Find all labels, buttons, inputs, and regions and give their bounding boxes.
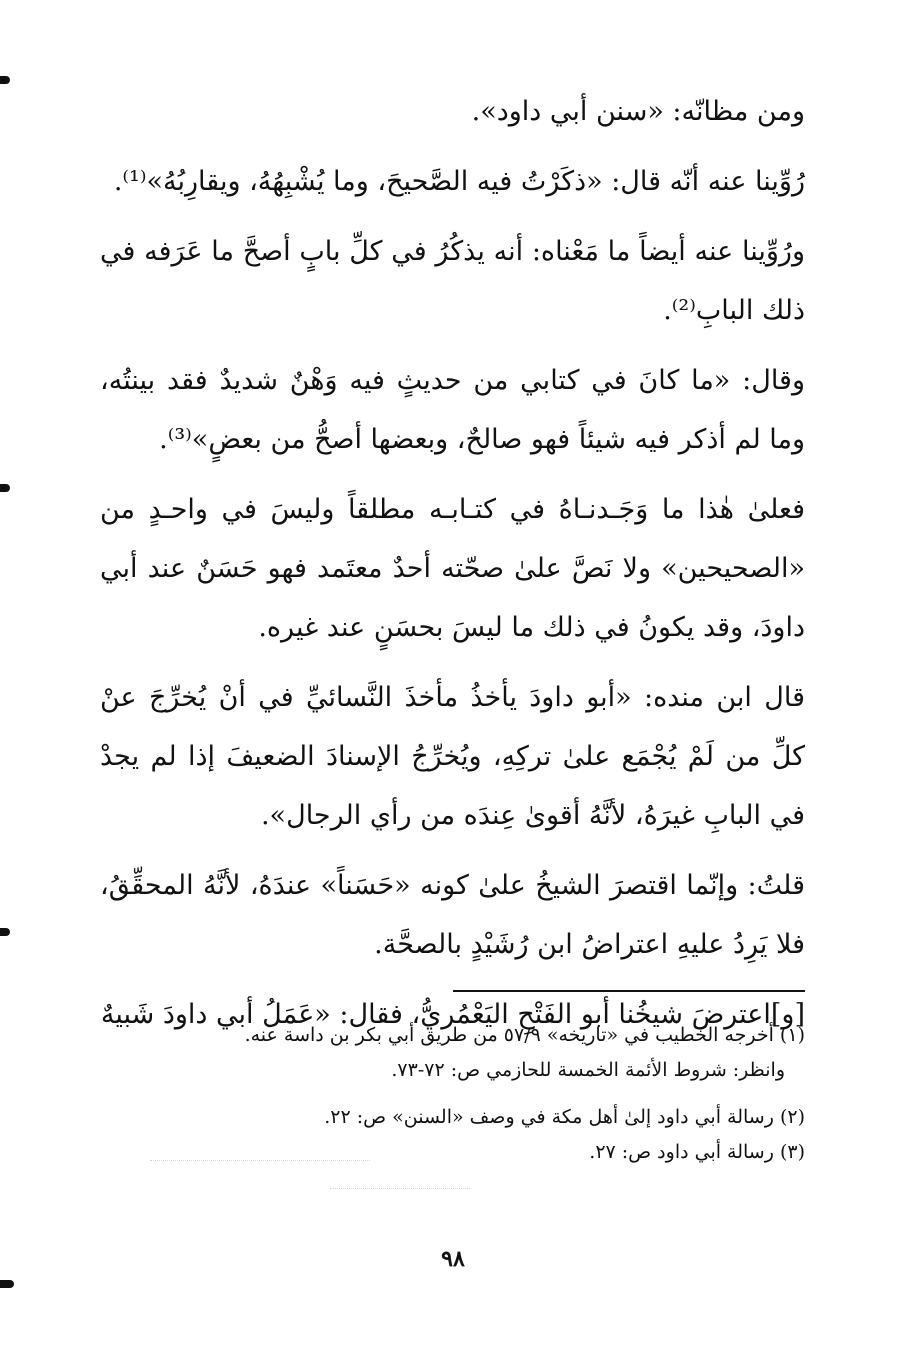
paragraph-quote-sahih: رُوِّينا عنه أنّه قال: «ذكَرْتُ فيه الصَّحيحَ، وما يُشْبِهُهُ، ويقارِبُهُ»⁽¹⁾.	[113, 166, 805, 197]
paragraph-sources: ومن مظانّه: «سنن أبي داود».	[471, 96, 805, 127]
page-number: ٩٨	[441, 1246, 465, 1272]
paragraph-each-chapter: ورُوِّينا عنه أيضاً ما مَعْناه: أنه يذكُرُ في كلِّ بابٍ أصحَّ ما عَرَفه في ذلك البابِ⁽²⁾.	[100, 236, 805, 326]
paragraph-ibn-mandah: قال ابن منده: «أبو داودَ يأخذُ مأخذَ النَّسائيِّ في أنْ يُخرِّجَ عنْ كلِّ من لَمْ يُجْمَع علىٰ تركِهِ، ويُخرِّجُ الإسنادَ الضعيفَ إذا لم يجدْ في البابِ غيرَهُ، لأنَّهُ أقوىٰ عِندَه من رأي الرجال».	[100, 682, 805, 831]
scan-edge-mark	[0, 1280, 14, 1288]
footnote-1-continuation: وانظر: شروط الأئمة الخمسة للحازمي ص: ٧٢-٧٣.	[391, 1059, 785, 1081]
footnote-1: (١) أخرجه الخطيب في «تاريخه» ٥٧/٩ من طريق أبي بكر بن داسة عنه.	[244, 1024, 805, 1046]
footnotes	[160, 1018, 805, 1170]
paragraph-author-comment: قلتُ: وإنّما اقتصرَ الشيخُ علىٰ كونه «حَسَناً» عندَهُ، لأنَّهُ المحقِّقُ، فلا يَرِدُ عليهِ اعتراضُ ابن رُشَيْدٍ بالصحَّة.	[100, 870, 805, 960]
scan-noise	[330, 1188, 470, 1190]
footnote-3: (٣) رسالة أبي داود ص: ٢٧.	[589, 1141, 805, 1163]
footnote-separator	[453, 990, 805, 992]
scan-edge-mark	[0, 76, 10, 84]
paragraph-weak-hadith: وقال: «ما كانَ في كتابي من حديثٍ فيه وَهْنٌ شديدٌ فقد بينتُه، وما لم أذكر فيه شيئاً فهو صالحٌ، وبعضها أصحُّ من بعضٍ»⁽³⁾.	[100, 365, 805, 455]
paragraph-objection: [و]اعترضَ شيخُنا أبو الفَتْحِ اليَعْمُريُّ، فقال: «عَمَلُ أبي داودَ شَبيهٌ	[100, 999, 805, 1030]
scan-edge-mark	[0, 484, 10, 492]
footnote-2: (٢) رسالة أبي داود إلىٰ أهل مكة في وصف «السنن» ص: ٢٢.	[324, 1106, 805, 1128]
paragraph-hasan-ruling: فعلىٰ هٰذا ما وَجَـدنـاهُ في كتـابـه مطلقاً وليسَ في واحـدٍ من «الصحيحين» ولا نَصَّ علىٰ صحّته أحدٌ معتَمد فهو حَسَنٌ عند أبي داودَ، وقد يكونُ في ذلك ما ليسَ بحسَنٍ عند غيره.	[100, 494, 805, 643]
scan-noise	[150, 1160, 370, 1162]
scan-edge-mark	[0, 928, 10, 936]
main-text	[100, 82, 805, 1055]
